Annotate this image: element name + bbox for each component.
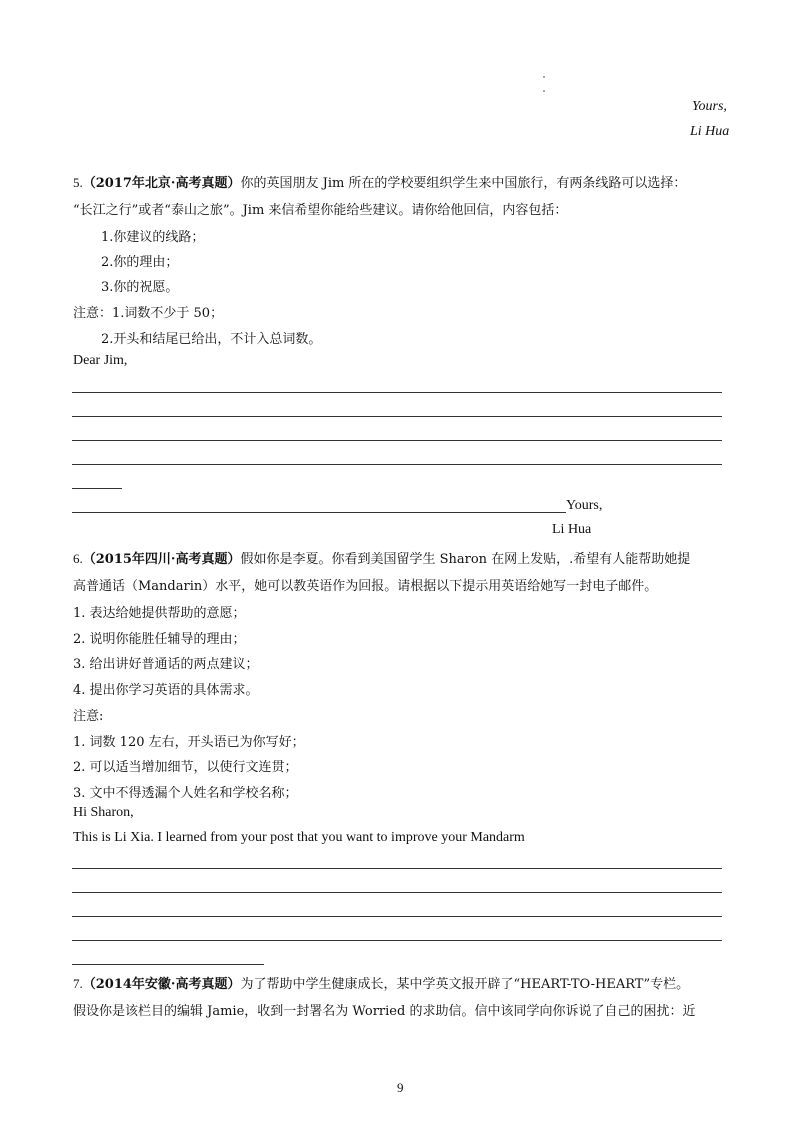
q5-salutation: Dear Jim, [73, 353, 128, 368]
q6-text-2: 高普通话（Mandarin）水平，她可以教英语作为回报。请根据以下提示用英语给她写一封电子邮件。 [73, 579, 658, 594]
q5-number: 5. [73, 175, 83, 190]
q7-number: 7. [73, 976, 83, 991]
q6-number: 6. [73, 551, 83, 566]
q5-closing: Yours, [566, 498, 603, 513]
q6-opening: This is Li Xia. I learned from your post that you want to improve your Mandarm [73, 830, 525, 845]
answer-line-short [72, 488, 122, 489]
q6-item-2: 2. 说明你能胜任辅导的理由； [73, 632, 246, 647]
answer-line [72, 512, 566, 513]
q6-note-title: 注意: [73, 709, 104, 724]
q7-source: （2014年安徽·高考真题） [82, 977, 241, 992]
prev-closing: Yours, [692, 99, 727, 114]
q6-note-3: 3. 文中不得透漏个人姓名和学校名称； [73, 786, 298, 801]
q6-item-1: 1. 表达给她提供帮助的意愿； [73, 606, 246, 621]
q6-source: （2015年四川·高考真题） [82, 552, 241, 567]
scan-mark [543, 90, 545, 92]
q6-line1 [73, 548, 690, 567]
q5-item-2: 2.你的理由； [101, 255, 179, 270]
q6-note-2: 2. 可以适当增加细节，以使行文连贯； [73, 760, 298, 775]
q6-note-1: 1. 词数 120 左右，开头语已为你写好； [73, 735, 305, 750]
q5-signature: Li Hua [552, 522, 592, 537]
answer-line-short [72, 964, 264, 965]
page-number: 9 [397, 1080, 404, 1095]
q5-text-1: 你的英国朋友 Jim 所在的学校要组织学生来中国旅行，有两条线路可以选择： [240, 176, 687, 191]
answer-line [72, 916, 722, 917]
q5-item-1: 1.你建议的线路； [101, 230, 205, 245]
q5-note-2: 2.开头和结尾已给出，不计入总词数。 [101, 332, 322, 347]
answer-line [72, 892, 722, 893]
answer-line [72, 416, 722, 417]
q5-text-2: “长江之行”或者“泰山之旅”。Jim 来信希望你能给些建议。请你给他回信，内容包括： [73, 203, 568, 218]
q5-source: （2017年北京·高考真题） [82, 176, 241, 191]
answer-line [72, 940, 722, 941]
prev-signature: Li Hua [690, 124, 730, 139]
q6-item-4: 4. 提出你学习英语的具体需求。 [73, 683, 259, 698]
q5-item-3: 3.你的祝愿。 [101, 280, 179, 295]
answer-line [72, 464, 722, 465]
q5-line1 [73, 172, 686, 191]
q7-text-1: 为了帮助中学生健康成长，某中学英文报开辟了“HEART-TO-HEART”专栏。 [240, 977, 690, 992]
q6-salutation: Hi Sharon, [73, 805, 134, 820]
answer-line [72, 868, 722, 869]
q5-note-1: 注意：1.词数不少于 50； [73, 306, 224, 321]
q7-text-2: 假设你是该栏目的编辑 Jamie，收到一封署名为 Worried 的求助信。信中该同学向你诉说了自己的困扰：近 [73, 1004, 696, 1019]
q6-item-3: 3. 给出讲好普通话的两点建议； [73, 657, 259, 672]
q6-text-1: 假如你是李夏。你看到美国留学生 Sharon 在网上发贴，.希望有人能帮助她提 [240, 552, 691, 567]
q7-line1 [73, 973, 689, 992]
scan-mark [543, 76, 545, 78]
answer-line [72, 392, 722, 393]
answer-line [72, 440, 722, 441]
